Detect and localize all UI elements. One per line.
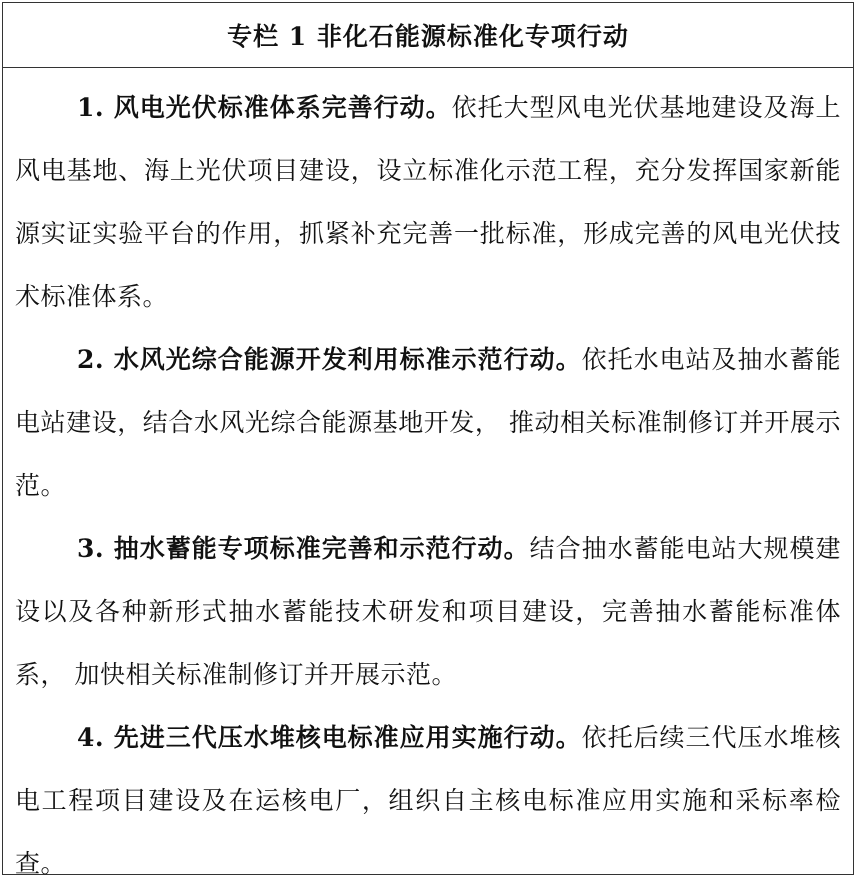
action-item-4-title: 4. 先进三代压水堆核电标准应用实施行动。 <box>77 723 582 752</box>
column-content <box>3 68 853 895</box>
action-item-3 <box>15 517 841 706</box>
action-item-3-body: 结合抽水蓄能电站大规模建设以及各种新形式抽水蓄能技术研发和项目建设，完善抽水蓄能标准体系， 加快相关标准制修订并开展示范。 <box>15 534 841 689</box>
column-box <box>2 2 854 878</box>
action-item-4-body: 依托后续三代压水堆核电工程项目建设及在运核电厂，组织自主核电标准应用实施和采标率检查。 <box>15 723 841 878</box>
column-header <box>3 3 853 68</box>
action-item-1 <box>15 76 841 328</box>
action-item-2-title: 2. 水风光综合能源开发利用标准示范行动。 <box>77 345 582 374</box>
action-item-1-body: 依托大型风电光伏基地建设及海上风电基地、海上光伏项目建设，设立标准化示范工程，充分发挥国家新能源实证实验平台的作用，抓紧补充完善一批标准，形成完善的风电光伏技术标准体系。 <box>15 93 841 311</box>
action-item-2-body: 依托水电站及抽水蓄能电站建设，结合水风光综合能源基地开发， 推动相关标准制修订并开展示范。 <box>15 345 841 500</box>
action-item-1-title: 1. 风电光伏标准体系完善行动。 <box>77 93 452 122</box>
action-item-2 <box>15 328 841 517</box>
action-item-4 <box>15 706 841 895</box>
column-title: 专栏 1 非化石能源标准化专项行动 <box>227 22 629 51</box>
action-item-3-title: 3. 抽水蓄能专项标准完善和示范行动。 <box>77 534 530 563</box>
